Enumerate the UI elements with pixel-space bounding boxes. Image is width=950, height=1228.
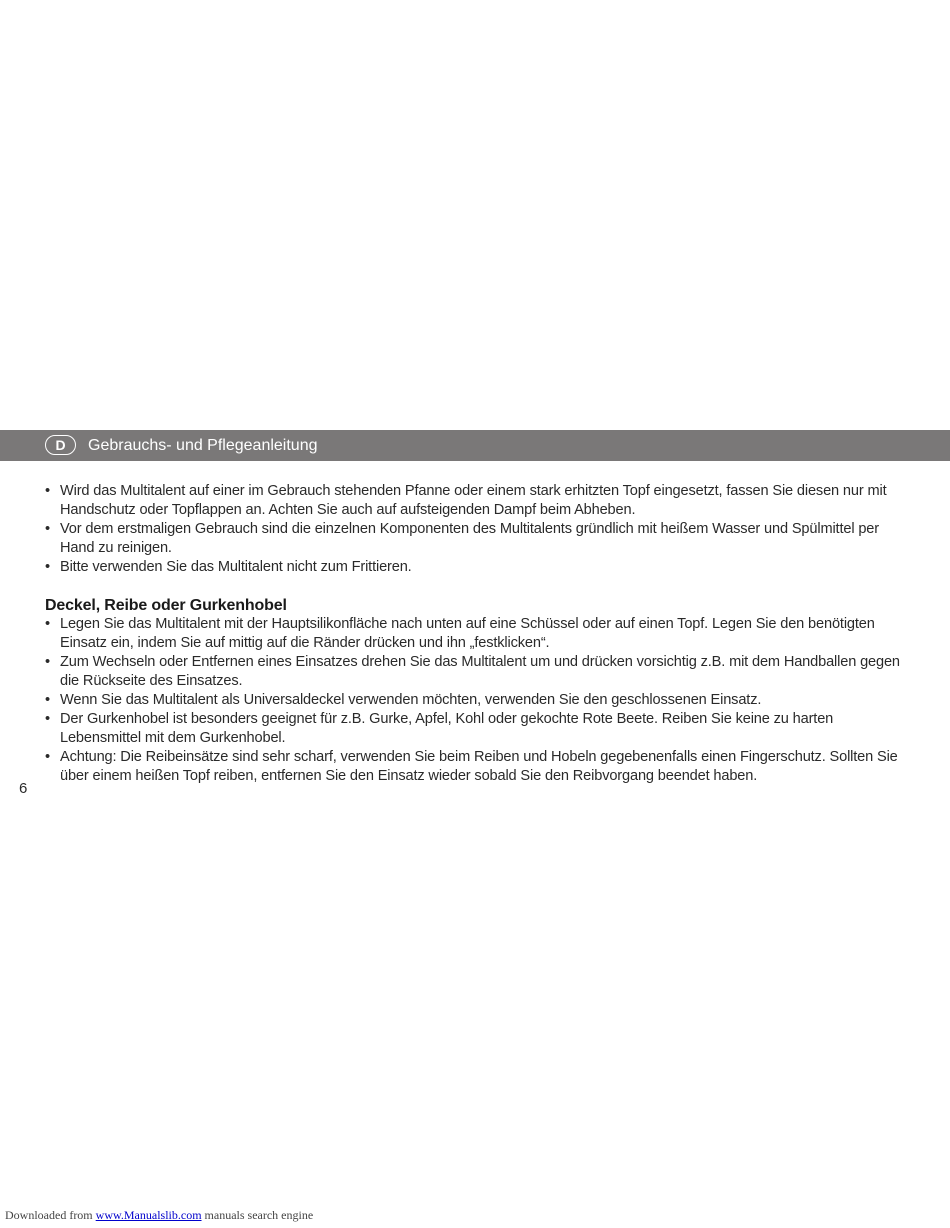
page-number: 6 — [19, 780, 28, 797]
list-item: • Bitte verwenden Sie das Multitalent nicht zum Frittieren. — [45, 558, 907, 577]
list-item: • Wenn Sie das Multitalent als Universaldeckel verwenden möchten, verwenden Sie den geschlossenen Einsatz. — [45, 691, 907, 710]
section-heading: Deckel, Reibe oder Gurkenhobel — [45, 597, 287, 614]
page-content — [45, 482, 907, 786]
footer-suffix: manuals search engine — [204, 1208, 314, 1222]
section-header-bar — [0, 430, 950, 461]
header-title: Gebrauchs- und Pflegeanleitung — [88, 437, 318, 454]
download-footer — [5, 1208, 313, 1222]
manualslib-link[interactable]: www.Manualslib.com — [95, 1208, 202, 1222]
list-item: • Vor dem erstmaligen Gebrauch sind die einzelnen Komponenten des Multitalents gründlich mit heißem Wasser und Spülmittel per Hand zu reinigen. — [45, 520, 907, 558]
language-badge: D — [45, 435, 76, 455]
intro-bullet-list — [45, 482, 907, 577]
list-item: • Der Gurkenhobel ist besonders geeignet für z.B. Gurke, Apfel, Kohl oder gekochte Rote Beete. Reiben Sie keine zu harten Lebensmittel mit dem Gurkenhobel. — [45, 710, 907, 748]
footer-prefix: Downloaded from — [5, 1208, 93, 1222]
list-item: • Achtung: Die Reibeinsätze sind sehr scharf, verwenden Sie beim Reiben und Hobeln gegebenenfalls einen Fingerschutz. Sollten Sie über einem heißen Topf reiben, entfernen Sie den Einsatz wieder sobald Sie den Reibvorgang beendet haben. — [45, 748, 907, 786]
list-item: • Legen Sie das Multitalent mit der Hauptsilikonfläche nach unten auf eine Schüssel oder auf einen Topf. Legen Sie den benötigten Einsatz ein, indem Sie auf mittig auf die Ränder drücken und ihn „festklicken“. — [45, 615, 907, 653]
list-item: • Wird das Multitalent auf einer im Gebrauch stehenden Pfanne oder einem stark erhitzten Topf eingesetzt, fassen Sie diesen nur mit Handschutz oder Topflappen an. Achten Sie auch auf aufsteigenden Dampf beim Abheben. — [45, 482, 907, 520]
section-bullet-list — [45, 615, 907, 786]
list-item: • Zum Wechseln oder Entfernen eines Einsatzes drehen Sie das Multitalent um und drücken vorsichtig z.B. mit dem Handballen gegen die Rückseite des Einsatzes. — [45, 653, 907, 691]
